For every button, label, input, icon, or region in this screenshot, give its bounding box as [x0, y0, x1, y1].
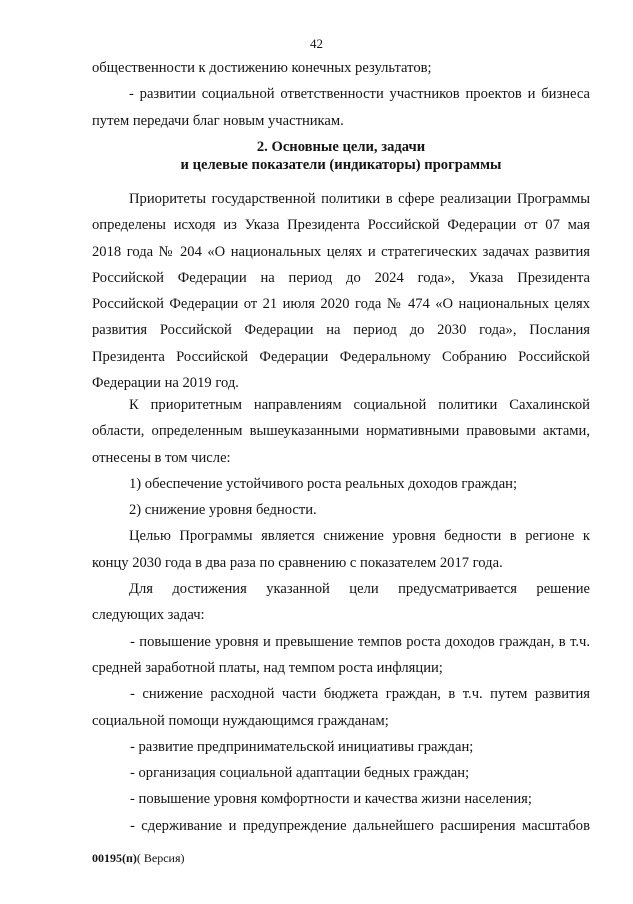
- page-number: 42: [310, 36, 323, 51]
- text-line: - развитии социальной ответственности участников проектов и бизнеса: [129, 86, 590, 103]
- text-line: Приоритеты государственной политики в сфере реализации Программы: [129, 191, 590, 207]
- text-line: развития Российской Федерации на период до 2030 года», Послания: [92, 322, 590, 339]
- text-line: средней заработной платы, над темпом роста инфляции;: [92, 659, 443, 676]
- text-line: 2018 года № 204 «О национальных целях и стратегических задачах развития: [92, 243, 590, 260]
- list-item: - развитие предпринимательской инициативы граждан;: [130, 738, 474, 755]
- document-code: 00195(п): [92, 851, 137, 865]
- text-line: определены исходя из Указа Президента Российской Федерации от 07 мая: [92, 217, 590, 234]
- text-line: Российской Федерации от 21 июля 2020 года № 474 «О национальных целях: [92, 296, 590, 313]
- list-item: - повышение уровня и превышение темпов роста доходов граждан, в т.ч.: [130, 633, 590, 650]
- text-line: социальной помощи нуждающимся гражданам;: [92, 712, 389, 729]
- list-item: 2) снижение уровня бедности.: [129, 502, 317, 519]
- text-line: концу 2030 года в два раза по сравнению с показателем 2017 года.: [92, 554, 503, 571]
- text-line: Целью Программы является снижение уровня бедности в регионе к: [129, 528, 590, 545]
- list-item: - организация социальной адаптации бедных граждан;: [130, 765, 470, 782]
- document-version: ( Версия): [136, 851, 185, 865]
- paragraph-goals-and-tasks: [92, 392, 590, 839]
- text-line: Федерации на 2019 год.: [92, 375, 239, 392]
- text-line: Для достижения указанной цели предусматривается решение: [129, 581, 590, 598]
- list-item: - повышение уровня комфортности и качества жизни населения;: [130, 791, 532, 808]
- text-line: К приоритетным направлениям социальной политики Сахалинской: [129, 397, 590, 413]
- text-line: общественности к достижению конечных результатов;: [92, 60, 432, 76]
- text-line: Президента Российской Федерации Федеральному Собранию Российской: [92, 348, 590, 365]
- list-item: - снижение расходной части бюджета граждан, в т.ч. путем развития: [130, 686, 590, 703]
- heading-line-2: и целевые показатели (индикаторы) программы: [180, 157, 502, 173]
- heading-line-1: 2. Основные цели, задачи: [256, 139, 426, 155]
- text-line: следующих задач:: [92, 607, 205, 624]
- text-line: Российской Федерации на период до 2024 года», Указа Президента: [92, 269, 590, 286]
- section-heading: [92, 138, 590, 174]
- text-line: отнесены в том числе:: [92, 449, 231, 466]
- text-line: области, определенным вышеуказанными нормативными правовыми актами,: [92, 423, 590, 440]
- footer: [92, 851, 185, 866]
- list-item: 1) обеспечение устойчивого роста реальных доходов граждан;: [129, 475, 518, 492]
- paragraph-priorities: [92, 186, 590, 396]
- list-item: - сдерживание и предупреждение дальнейшего расширения масштабов: [130, 817, 590, 834]
- top-text-block: [92, 55, 590, 134]
- text-line: путем передачи благ новым участникам.: [92, 112, 344, 129]
